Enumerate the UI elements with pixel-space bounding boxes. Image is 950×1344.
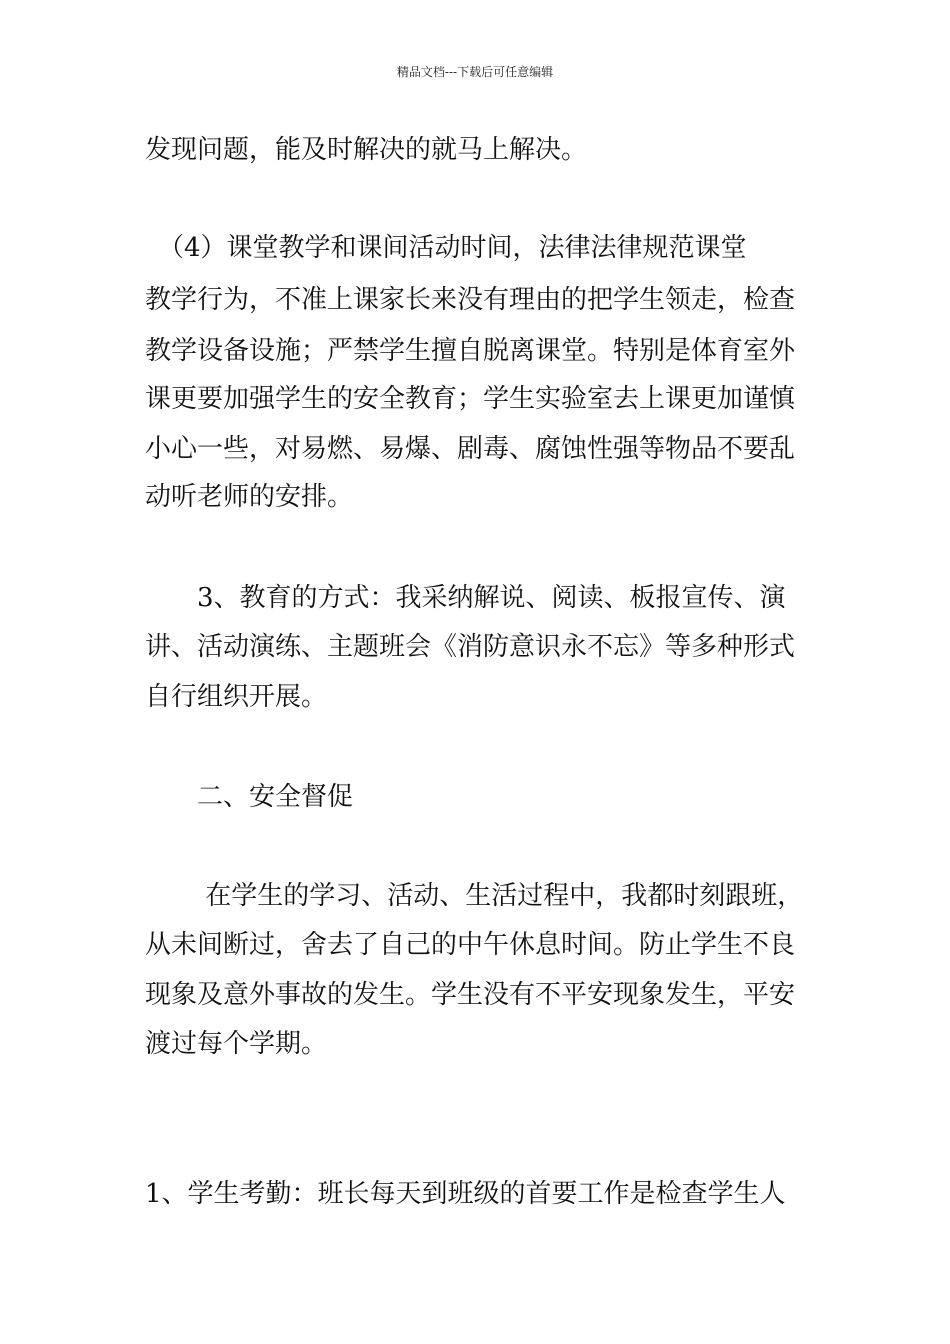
- paragraph-line: 讲、活动演练、主题班会《消防意识永不忘》等多种形式: [145, 632, 796, 662]
- paragraph-line: 动听老师的安排。: [145, 482, 354, 512]
- paragraph-line: 渡过每个学期。: [145, 1029, 328, 1059]
- paragraph-line: 从未间断过，舍去了自己的中午休息时间。防止学生不良: [145, 930, 796, 960]
- paragraph-line: 发现问题，能及时解决的就马上解决。: [145, 135, 588, 165]
- paragraph-line: 小心一些，对易燃、易爆、剧毒、腐蚀性强等物品不要乱: [145, 434, 796, 464]
- page-header: 精品文档---下载后可任意编辑: [396, 65, 554, 79]
- section-heading: 二、安全督促: [145, 782, 354, 812]
- paragraph-line: 在学生的学习、活动、生活过程中，我都时刻跟班，: [145, 881, 804, 911]
- paragraph-line: 课更要加强学生的安全教育；学生实验室去上课更加谨慎: [145, 384, 796, 414]
- paragraph-line: 1、学生考勤：班长每天到班级的首要工作是检查学生人: [145, 1179, 786, 1209]
- paragraph-line: 自行组织开展。: [145, 682, 328, 712]
- paragraph-line: 教学设备设施；严禁学生擅自脱离课堂。特别是体育室外: [145, 336, 796, 366]
- paragraph-line: 教学行为，不准上课家长来没有理由的把学生领走，检查: [145, 285, 796, 315]
- paragraph-line: 3、教育的方式：我采纳解说、阅读、板报宣传、演: [145, 583, 786, 613]
- paragraph-line: 现象及意外事故的发生。学生没有不平安现象发生，平安: [145, 980, 796, 1010]
- paragraph-line: （4）课堂教学和课间活动时间，法律法律规范课堂: [145, 233, 747, 263]
